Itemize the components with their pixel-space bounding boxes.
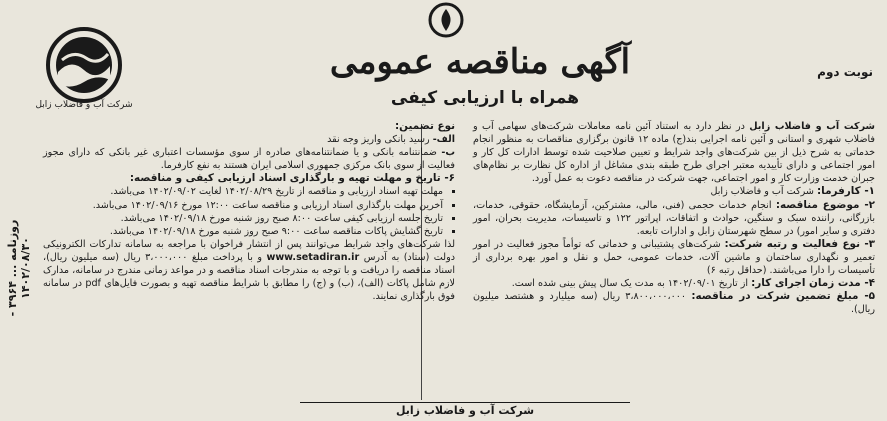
intro-paragraph	[473, 120, 875, 185]
closing-paragraph	[43, 238, 455, 303]
closing-text-1: لذا شرکت‌های واجد شرایط می‌توانند پس از انتشار فراخوان با مراجعه به سامانه تدارکات الکترونیکی دولت (ستاد) به آدرس	[43, 238, 456, 263]
activity-item	[473, 238, 875, 277]
schedule-label: ۶- تاریخ و مهلت تهیه و بارگذاری اسناد ارزیابی کیفی و مناقصه:	[129, 172, 455, 185]
emblem-icon	[428, 2, 464, 38]
employer-label: ۱- کارفرما:	[817, 185, 875, 198]
closing-text-2: و با پرداخت مبلغ ۳،۰۰۰،۰۰۰ ریال (سه میلیون ریال)، اسناد مناقصه را دریافت و با توجه به مندرجات اسناد مناقصه و در مواعد زمانی مندرج در سامانه، مدارک لازم شامل پاکات (الف)، (ب) و (ج) را مطابق با شرایط مناقصه تهیه و بصورت فایل‌های pdf در سامانه فوق بارگذاری نمایند.	[43, 251, 455, 303]
newspaper-issue-info: روزنامه ... ۳۹۶۴ - ۱۴۰۲/۰۸/۳۰	[6, 219, 32, 317]
intro-text: در نظر دارد به استناد آئین نامه معاملات شرکت‌های سهامی آب و فاضلاب شهری و استانی و آئین نامه اجرایی بند(ج) ماده ۱۲ قانون برگزاری مناقصات به منظور انجام خدماتی به شرح ذیل از بین شرکت‌های واجد شرایط و تعیین صلاحیت شده توسط ادارات کل کار و امور اجتماعی و دارای تأییدیه معتبر اجرای طرح طبقه بندی مشاغل از اداره کل نظارت بر نظام‌های جبران خدمت وزارت کار و امور اجتماعی، جهت شرکت در مناقصه دعوت به عمل آورد.	[473, 121, 875, 185]
duration-item	[473, 277, 875, 290]
activity-label: ۳- نوع فعالیت و رتبه شرکت:	[724, 237, 876, 250]
footer-company: شرکت آب و فاضلاب زابل	[395, 404, 535, 417]
option-b-text: ضمانتنامه بانکی و یا ضمانتنامه‌های صادره از سوی مؤسسات اعتباری غیر بانکی که دارای مجوز فعالیت از سوی بانک مرکزی جمهوری اسلامی ایران هستند به نفع کارفرما.	[43, 147, 455, 172]
notice-body-left	[43, 120, 455, 303]
option-a-label: الف-	[432, 134, 455, 146]
schedule-list	[43, 185, 455, 237]
guarantee-option-a	[43, 133, 455, 146]
notice-title: آگهی مناقصه عمومی	[329, 42, 631, 82]
schedule-item: ▪ آخرین مهلت بارگذاری اسناد ارزیابی و مناقصه ساعت ۱۲:۰۰ مورخ ۱۴۰۲/۰۹/۱۶ می‌باشد.	[43, 199, 443, 212]
subject-item	[473, 199, 875, 238]
notice-body-right	[473, 120, 875, 316]
intro-company: شرکت آب و فاضلاب زابل	[749, 121, 875, 132]
schedule-item: ▪ تاریخ گشایش پاکات مناقصه ساعت ۹:۰۰ صبح روز شنبه مورخ ۱۴۰۲/۰۹/۱۸ می‌باشد.	[43, 225, 443, 238]
round-label: نوبت دوم	[817, 65, 873, 79]
subject-value: انجام خدمات حجمی (فنی، مالی، مشترکین، آزمایشگاه، حقوقی، خدمات، بازرگانی، راننده سبک و سنگین، حوادث و اتفاقات، اپراتور ۱۲۲ و تاسیسات، مدیریت بحران، امور دفتری و سایر امور) در سطح شهرستان زابل و ادارات تابعه.	[473, 199, 875, 237]
guarantee-value: ۳،۸۰۰،۰۰۰،۰۰۰ ریال (سه میلیارد و هشتصد میلیون ریال).	[473, 291, 875, 316]
duration-value: از تاریخ ۱۴۰۲/۰۹/۰۱ به مدت یک سال پیش بینی شده است.	[511, 278, 749, 290]
guarantee-type-label: نوع تضمین:	[395, 120, 455, 132]
employer-item	[473, 185, 875, 198]
activity-value: شرکت‌های پشتیبانی و خدماتی که توأماً مجوز فعالیت در امور تعمیر و نگهداری ساختمان و ماشین آلات، خدمات عمومی، حمل و نقل و امور بهره برداری از تأسیسات را دارا می‌باشند. (حداقل رتبه ۶)	[473, 238, 875, 277]
duration-label: ۴- مدت زمان اجرای کار:	[751, 277, 875, 290]
footer-divider	[300, 402, 630, 403]
employer-value: شرکت آب و فاضلاب زابل	[710, 186, 814, 198]
guarantee-option-b	[43, 146, 455, 172]
option-a-text: رسید بانکی واریز وجه نقد	[327, 134, 430, 146]
option-b-label: ب-	[441, 147, 455, 159]
schedule-item: ▪ مهلت تهیه اسناد ارزیابی و مناقصه از تاریخ ۱۴۰۲/۰۸/۲۹ لغایت ۱۴۰۲/۰۹/۰۲ می‌باشد.	[43, 185, 443, 198]
guarantee-item	[473, 290, 875, 316]
schedule-item: ▪ تاریخ جلسه ارزیابی کیفی ساعت ۸:۰۰ صبح روز شنبه مورخ ۱۴۰۲/۰۹/۱۸ می‌باشد.	[43, 212, 443, 225]
guarantee-label: ۵- مبلغ تضمین شرکت در مناقصه:	[691, 290, 875, 303]
setad-url-link[interactable]: www.setadiran.ir	[266, 251, 360, 263]
subject-label: ۲- موضوع مناقصه:	[775, 198, 875, 211]
notice-subtitle: همراه با ارزیابی کیفی	[390, 88, 580, 108]
logo-caption: شرکت آب و فاضلاب زابل	[35, 100, 133, 110]
